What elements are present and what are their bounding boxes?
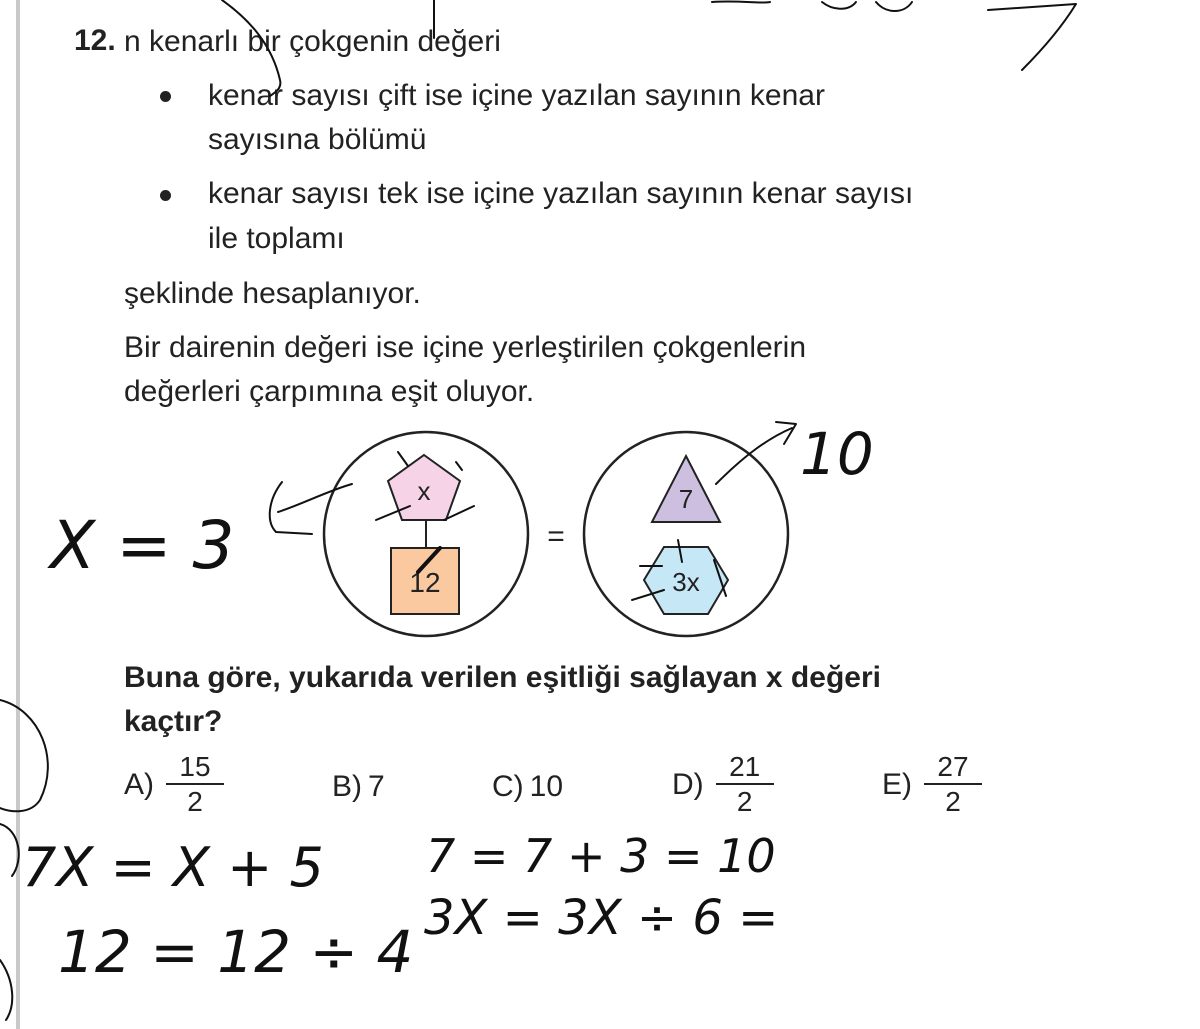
ink-line-2-left: 12 = 12 ÷ 4 (58, 918, 414, 986)
ink-line-1-right: 7 = 7 + 3 = 10 (426, 829, 776, 883)
question-prompt-line-1: Buna göre, yukarıda verilen eşitliği sağlayan x değeri (124, 661, 881, 694)
fraction-bar (716, 783, 774, 785)
hexagon-label: 3x (672, 567, 700, 597)
bullet-1-line-1: kenar sayısı çift ise içine yazılan sayının kenar (208, 79, 825, 112)
choice-a-fraction (166, 752, 224, 817)
choice-a[interactable] (124, 752, 224, 817)
choice-b[interactable] (332, 770, 385, 804)
choice-b-letter: B) (332, 770, 362, 803)
ink-note-x-equals-3: X = 3 (50, 507, 235, 584)
choice-d-numerator: 21 (729, 751, 761, 782)
circle-rule-line-1: Bir dairenin değeri ise içine yerleştirilen çokgenlerin (124, 331, 807, 364)
choice-e-denominator: 2 (945, 786, 961, 817)
circle-rule-line-2: değerleri çarpımına eşit oluyor. (124, 375, 535, 408)
choice-b-value: 7 (368, 770, 385, 803)
choice-a-letter: A) (124, 767, 154, 801)
choice-d-letter: D) (672, 767, 704, 801)
fraction-bar (166, 783, 224, 785)
choice-c-value: 10 (529, 770, 564, 803)
equals-sign: = (547, 520, 565, 553)
choice-e-fraction (924, 752, 982, 817)
choice-e-numerator: 27 (937, 751, 969, 782)
bullet-2-line-1: kenar sayısı tek ise içine yazılan sayının kenar sayısı (208, 177, 914, 210)
choice-d[interactable] (672, 752, 774, 817)
choice-d-fraction (716, 752, 774, 817)
choice-a-denominator: 2 (187, 786, 203, 817)
choice-c-letter: C) (492, 770, 524, 803)
choice-a-numerator: 15 (179, 751, 211, 782)
triangle-label: 7 (678, 484, 694, 514)
ink-line-2-right: 3X = 3X ÷ 6 = (424, 890, 779, 946)
choice-c[interactable] (492, 770, 563, 804)
ink-line-1-left: 7X = X + 5 (22, 836, 324, 899)
choice-e[interactable] (882, 752, 982, 817)
square-label: 12 (409, 567, 441, 598)
question-intro: n kenarlı bir çokgenin değeri (124, 25, 501, 58)
after-bullets-text: şeklinde hesaplanıyor. (124, 277, 421, 310)
fraction-bar (924, 783, 982, 785)
bullet-2-line-2: ile toplamı (208, 222, 345, 255)
choice-e-letter: E) (882, 767, 912, 801)
ink-note-10: 10 (800, 420, 874, 488)
question-prompt-line-2: kaçtır? (124, 705, 223, 738)
pentagon-label: x (417, 476, 431, 506)
choice-d-denominator: 2 (736, 786, 753, 817)
question-number: 12. (74, 24, 116, 57)
bullet-1-line-2: sayısına bölümü (208, 123, 427, 156)
